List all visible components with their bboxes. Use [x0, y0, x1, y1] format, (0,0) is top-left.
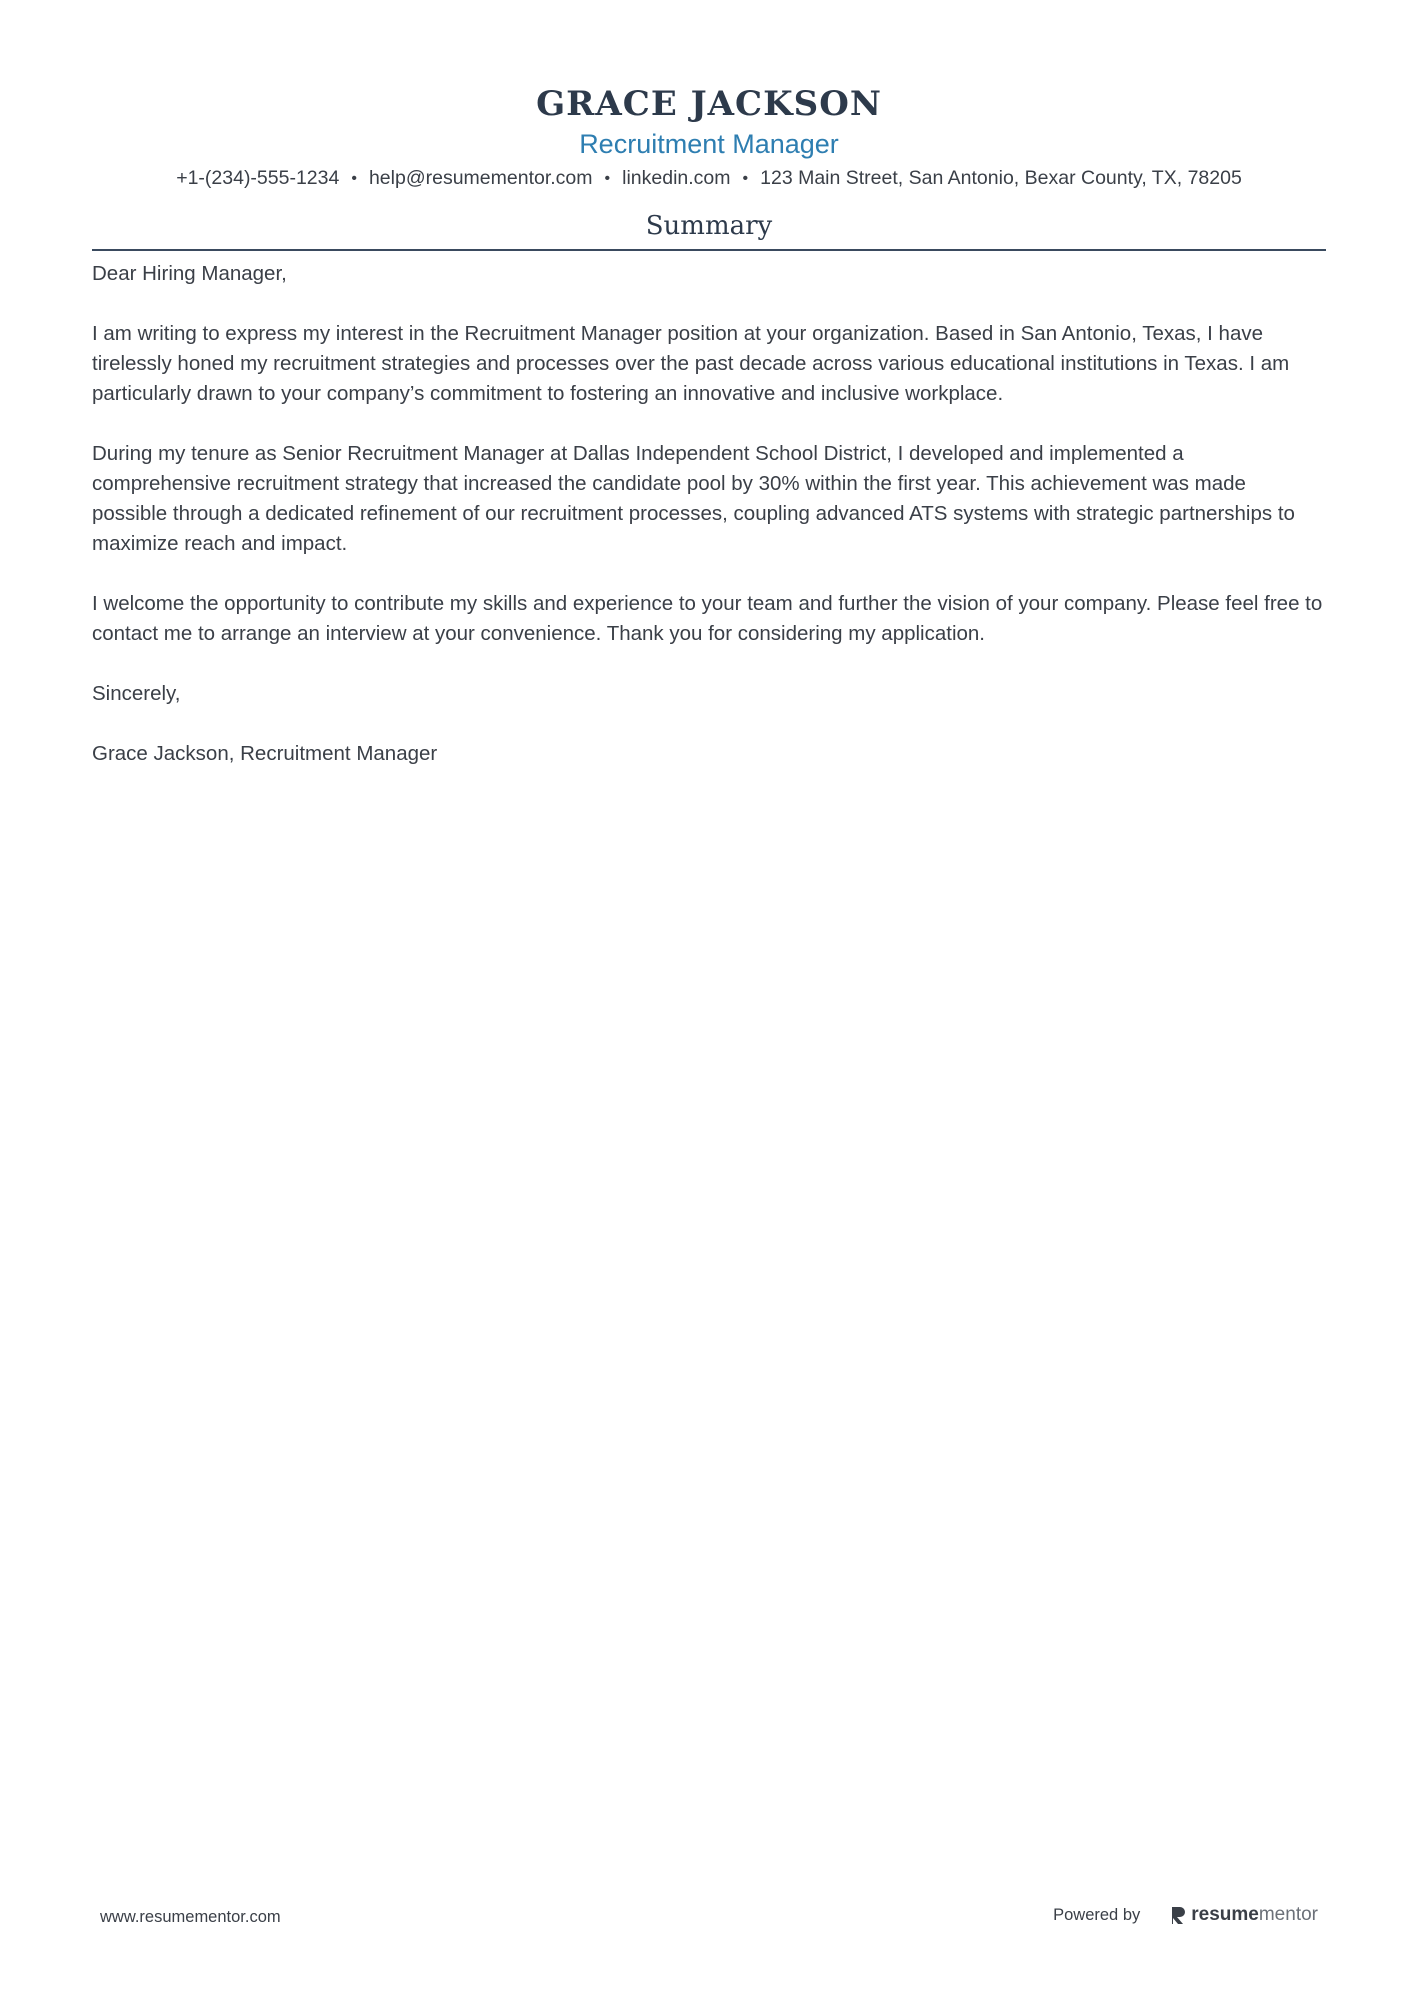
logo-text-light: mentor: [1258, 1904, 1318, 1925]
letter-closing: Sincerely,: [92, 682, 181, 705]
contact-linkedin: linkedin.com: [622, 167, 731, 189]
letter-paragraph-1: I am writing to express my interest in the Recruitment Manager position at your organization. Based in San Antonio, Texas, I have tirelessly honed my recruitment strategies and processes over the past decade across various educational institutions in Texas. I am particularly drawn to your company’s commitment to fostering an innovative and inclusive workplace.: [92, 322, 1290, 405]
cover-letter-page: [92, 80, 1326, 799]
applicant-name: GRACE JACKSON: [536, 84, 882, 124]
section-title-summary: Summary: [92, 209, 1326, 251]
applicant-job-title: Recruitment Manager: [579, 129, 839, 159]
logo-text-bold: resume: [1191, 1904, 1259, 1925]
powered-by-label: Powered by: [1053, 1905, 1141, 1924]
footer-website: www.resumementor.com: [100, 1908, 281, 1926]
contact-phone: +1-(234)-555-1234: [176, 167, 340, 189]
letter-paragraph-2: During my tenure as Senior Recruitment Manager at Dallas Independent School District, I developed and implemented a comprehensive recruitment strategy that increased the candidate pool by 30% within the first year. This achievement was made possible through a dedicated refinement of our recruitment processes, coupling advanced ATS systems with strategic partnerships to maximize reach and impact.: [92, 442, 1295, 555]
contact-separator: •: [604, 170, 611, 187]
resumementor-logo-icon: [1170, 1905, 1186, 1925]
letter-body: [92, 259, 1326, 769]
contact-email: help@resumementor.com: [368, 167, 593, 189]
letter-signature: Grace Jackson, Recruitment Manager: [92, 742, 438, 765]
contact-separator: •: [351, 170, 357, 187]
contact-line: [92, 162, 1326, 195]
letter-greeting: Dear Hiring Manager,: [92, 262, 287, 285]
footer-branding: [1053, 1904, 1318, 1926]
resumementor-logo: [1170, 1904, 1318, 1926]
contact-address: 123 Main Street, San Antonio, Bexar County, TX, 78205: [760, 167, 1242, 189]
contact-separator: •: [742, 170, 749, 187]
letter-paragraph-3: I welcome the opportunity to contribute my skills and experience to your team and further the vision of your company. Please feel free to contact me to arrange an interview at your convenience. Thank you for considering my application.: [92, 592, 1323, 645]
